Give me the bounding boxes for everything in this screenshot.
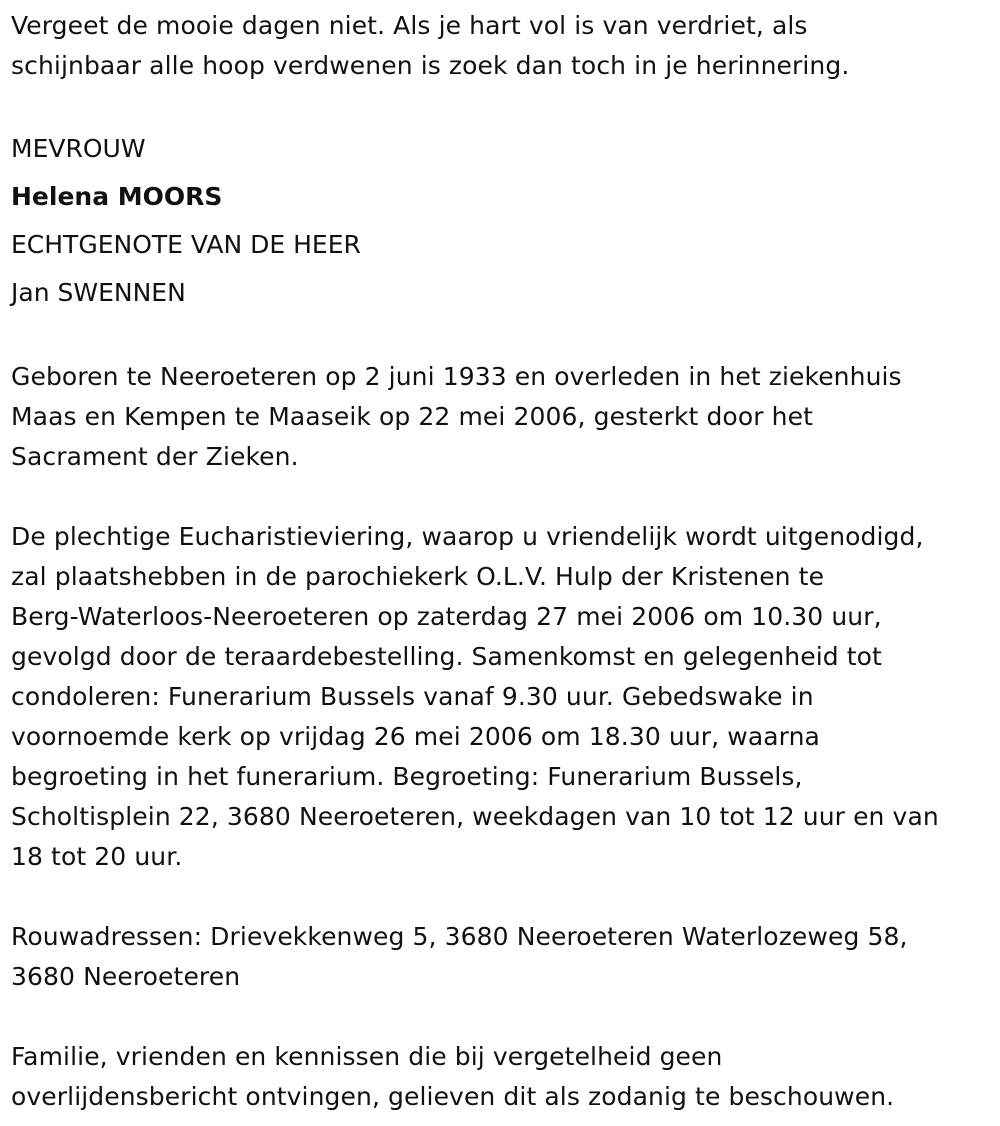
spacer [11, 997, 986, 1037]
poem-text: Vergeet de mooie dagen niet. Als je hart vol is van verdriet, als schijnbaar alle hoop verdwenen is zoek dan toch in je herinnering. [11, 11, 850, 80]
spouse-name: Jan SWENNEN [11, 278, 186, 307]
spacer [11, 877, 986, 917]
spacer [11, 317, 986, 357]
deceased-name: Helena MOORS [11, 182, 223, 211]
ceremony-text: De plechtige Eucharistieviering, waarop u vriendelijk wordt uitgenodigd, zal plaatshebben in de parochiekerk O.L.V. Hulp der Kristenen te Berg-Waterloos-Neeroeteren op zaterdag 27 mei 2006 om 10.30 uur, gevolgd door de teraardebestelling. Samenkomst en gelegenheid tot condoleren: Funerarium Bussels vanaf 9.30 uur. Gebedswake in voornoemde kerk op vrijdag 26 mei 2006 om 18.30 uur, waarna begroeting in het funerarium. Begroeting: Funerarium Bussels, Scholtisplein 22, 3680 Neeroeteren, weekdagen van 10 tot 12 uur en van 18 tot 20 uur. [11, 522, 939, 871]
birth-death-text: Geboren te Neeroeteren op 2 juni 1933 en overleden in het ziekenhuis Maas en Kempen te Maaseik op 22 mei 2006, gesterkt door het Sacrament der Zieken. [11, 362, 902, 471]
name-block [11, 125, 986, 317]
spacer [11, 86, 986, 126]
addresses-text: Rouwadressen: Drievekkenweg 5, 3680 Neeroeteren Waterlozeweg 58, 3680 Neeroeteren [11, 922, 908, 991]
honorific: MEVROUW [11, 134, 146, 163]
relation-label: ECHTGENOTE VAN DE HEER [11, 230, 361, 259]
closing-text: Familie, vrienden en kennissen die bij vergetelheid geen overlijdensbericht ontvingen, gelieven dit als zodanig te beschouwen. [11, 1042, 895, 1111]
spacer [11, 477, 986, 517]
